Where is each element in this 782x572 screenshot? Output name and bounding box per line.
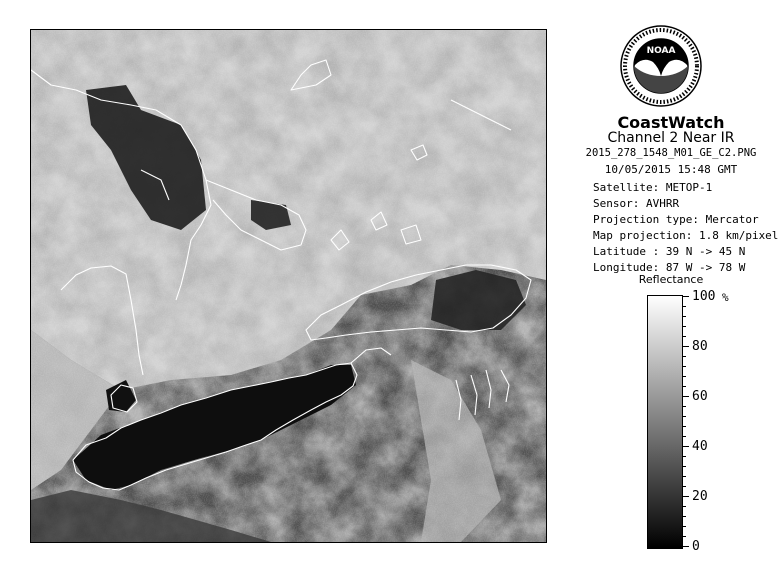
colorbar-tick-label: 60 xyxy=(692,389,708,404)
colorbar-minor-tick xyxy=(682,336,686,337)
colorbar-minor-tick xyxy=(682,386,686,387)
colorbar-minor-tick xyxy=(682,506,686,507)
colorbar-tick xyxy=(682,396,689,397)
colorbar-minor-tick xyxy=(682,356,686,357)
colorbar-tick xyxy=(682,296,689,297)
colorbar-tick-label: 40 xyxy=(692,439,708,454)
image-filename: 2015_278_1548_M01_GE_C2.PNG xyxy=(585,147,757,159)
colorbar-minor-tick xyxy=(682,306,686,307)
channel-subtitle: Channel 2 Near IR xyxy=(607,130,735,146)
image-datetime: 10/05/2015 15:48 GMT xyxy=(604,163,738,176)
colorbar-minor-tick xyxy=(682,376,686,377)
satellite-image-icon xyxy=(31,30,546,542)
meta-map-projection: Map projection: 1.8 km/pixel xyxy=(593,229,779,242)
meta-longitude: Longitude: 87 W -> 78 W xyxy=(593,261,746,274)
noaa-logo xyxy=(619,24,703,108)
colorbar-tick-label: 80 xyxy=(692,339,708,354)
colorbar xyxy=(647,295,683,549)
colorbar-minor-tick xyxy=(682,476,686,477)
meta-projection-type: Projection type: Mercator xyxy=(593,213,759,226)
colorbar-minor-tick xyxy=(682,536,686,537)
colorbar-minor-tick xyxy=(682,436,686,437)
colorbar-minor-tick xyxy=(682,456,686,457)
colorbar-tick xyxy=(682,446,689,447)
colorbar-unit: % xyxy=(722,291,729,304)
colorbar-label: Reflectance xyxy=(638,273,704,286)
colorbar-tick xyxy=(682,346,689,347)
logo-text: NOAA xyxy=(646,46,676,56)
colorbar-tick-label: 100 xyxy=(692,289,716,304)
colorbar-minor-tick xyxy=(682,466,686,467)
colorbar-tick-label: 0 xyxy=(692,539,700,554)
colorbar-minor-tick xyxy=(682,486,686,487)
colorbar-minor-tick xyxy=(682,316,686,317)
colorbar-minor-tick xyxy=(682,416,686,417)
colorbar-minor-tick xyxy=(682,326,686,327)
colorbar-minor-tick xyxy=(682,516,686,517)
colorbar-tick-label: 20 xyxy=(692,489,708,504)
satellite-map xyxy=(30,29,547,543)
product-title: CoastWatch xyxy=(617,113,725,132)
colorbar-minor-tick xyxy=(682,366,686,367)
meta-satellite: Satellite: METOP-1 xyxy=(593,181,713,194)
meta-latitude: Latitude : 39 N -> 45 N xyxy=(593,245,746,258)
colorbar-minor-tick xyxy=(682,526,686,527)
colorbar-minor-tick xyxy=(682,406,686,407)
colorbar-minor-tick xyxy=(682,426,686,427)
meta-sensor: Sensor: AVHRR xyxy=(593,197,680,210)
colorbar-tick xyxy=(682,546,689,547)
colorbar-tick xyxy=(682,496,689,497)
noaa-seal-icon xyxy=(619,24,703,108)
